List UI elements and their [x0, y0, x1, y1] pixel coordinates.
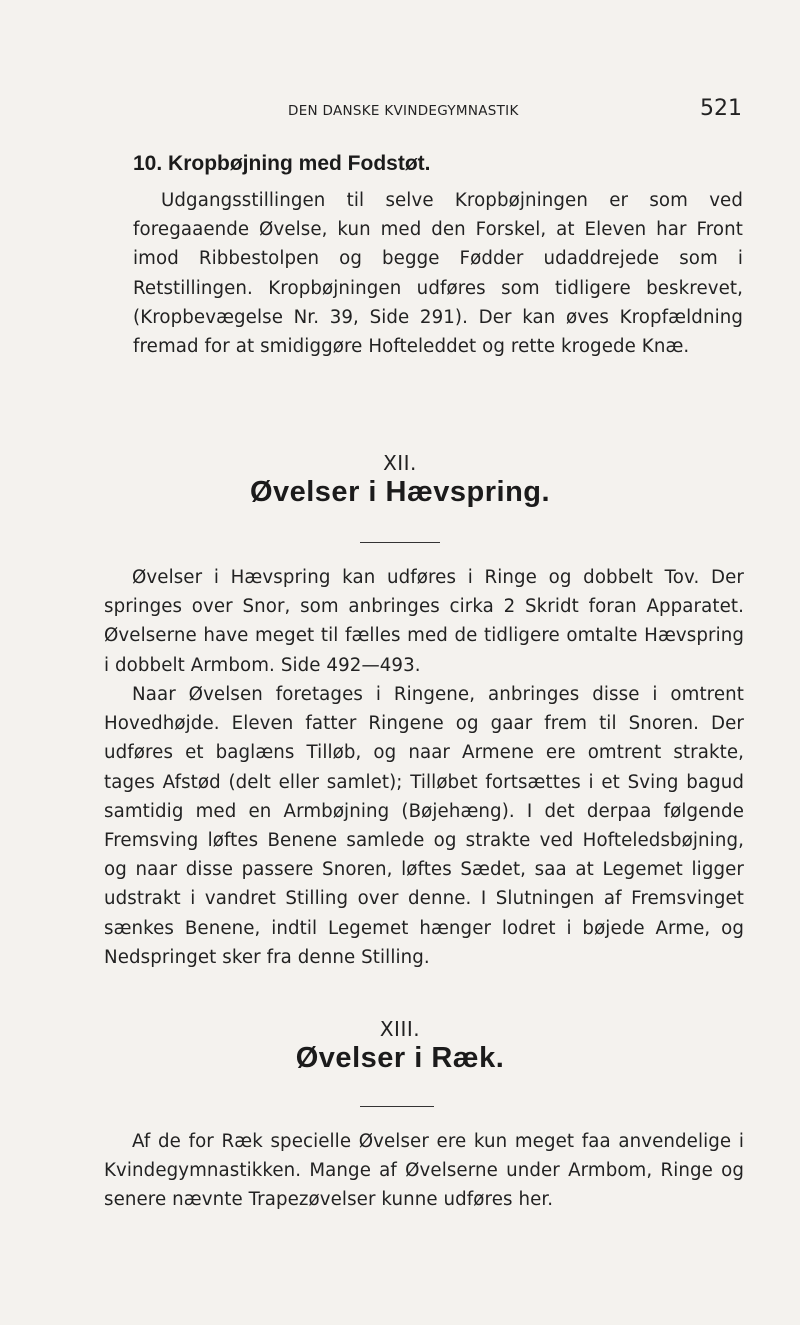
- exercise-10-paragraph: [133, 186, 743, 361]
- section-13-title: Øvelser i Ræk.: [295, 1042, 505, 1074]
- section-12-text-1: Øvelser i Hævspring kan udføres i Ringe og dobbelt Tov. Der springes over Snor, som anbringes cirka 2 Skridt foran Apparatet. Øvelserne have meget til fælles med de tidligere omtalte Hævspring i dobbelt Armbom. Side 492—493.: [104, 567, 744, 676]
- section-12-number: XII.: [383, 451, 417, 475]
- section-13-number: XIII.: [379, 1017, 421, 1041]
- section-12-paragraph-1: [104, 563, 744, 680]
- section-12-text-2: Naar Øvelsen foretages i Ringene, anbringes disse i omtrent Hovedhøjde. Eleven fatter Ringene og gaar frem til Snoren. Der udføres et baglæns Tilløb, og naar Armene ere omtrent strakte, tages Afstød (delt eller samlet); Tilløbet fortsættes i et Sving bagud samtidig med en Armbøjning (Bøjehæng). I det derpaa følgende Fremsving løftes Benene samlede og strakte ved Hofteledsbøjning, og naar disse passere Snoren, løftes Sædet, saa at Legemet ligger udstrakt i vandret Stilling over denne. I Slutningen af Fremsvinget sænkes Benene, indtil Legemet hænger lodret i bøjede Arme, og Nedspringet sker fra denne Stilling.: [104, 684, 744, 968]
- section-12-paragraph-2: [104, 680, 744, 972]
- section-13-paragraph: [104, 1127, 744, 1215]
- running-header: DEN DANSKE KVINDEGYMNASTIK: [288, 103, 519, 119]
- exercise-10-heading: 10. Kropbøjning med Fodstøt.: [133, 152, 431, 175]
- page-number: 521: [700, 96, 742, 121]
- section-12-divider: [360, 542, 440, 543]
- exercise-10-text: Udgangsstillingen til selve Kropbøjningen er som ved foregaaende Øvelse, kun med den Forskel, at Eleven har Front imod Ribbestolpen og begge Fødder udaddrejede som i Retstillingen. Kropbøjningen udføres som tidligere beskrevet, (Kropbevægelse Nr. 39, Side 291). Der kan øves Kropfældning fremad for at smidiggøre Hofteleddet og rette krogede Knæ.: [133, 190, 743, 358]
- section-13-divider: [360, 1106, 434, 1107]
- section-13-text: Af de for Ræk specielle Øvelser ere kun meget faa anvendelige i Kvindegymnastikken. Mange af Øvelserne under Armbom, Ringe og senere nævnte Trapezøvelser kunne udføres her.: [104, 1131, 744, 1211]
- section-12-title: Øvelser i Hævspring.: [249, 476, 551, 508]
